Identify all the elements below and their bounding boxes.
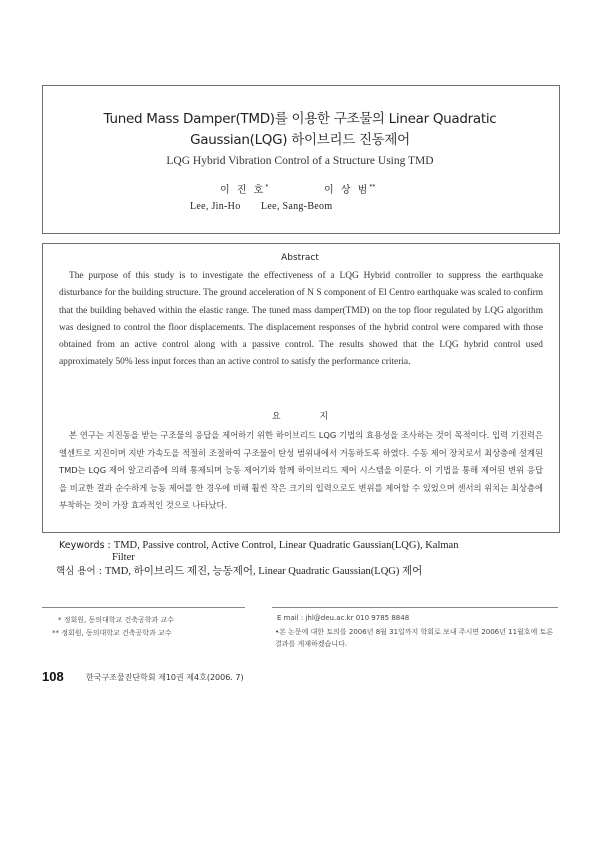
page-number: 108	[42, 669, 64, 684]
korean-summary-heading: 요 지	[271, 412, 347, 422]
author-1-name-ko: 이 진 호*	[220, 183, 269, 196]
abstract-body: The purpose of this study is to investigate the effectiveness of a LQG Hybrid controller to suppress the earthquake disturbance for the building structure. The ground acceleration of N S component of El Centro earthquake was scaled to confirm that the building behaved within the elastic range. The tuned mass damper(TMD) on the top floor regulated by LQG algorithm was designed to control the floor displacements. The displacement responses of the hybrid control were compared with those obtained from an active control along with a passive control. The results showed that the LQG hybrid control used approximately 50% less input forces than an active control to satisfy the performance criteria.	[59, 271, 543, 368]
footnote-author-2: ** 정회원, 동의대학교 건축공학과 교수	[52, 629, 172, 637]
footnote-divider-left	[42, 607, 245, 608]
author-2-name-ko: 이 상 범**	[324, 183, 376, 196]
keywords-ko-text: TMD, 하이브리드 제진, 능동제어, Linear Quadratic Gaussian(LQG) 제어	[104, 566, 423, 577]
footnote-discussion: •본 논문에 대한 토의를 2006년 8월 31일까지 학회로 보내 주시면 2006년 11월호에 토론결과를 게재하겠습니다.	[275, 628, 554, 648]
footnote-divider-right	[272, 607, 558, 608]
keywords-en-continued: Filter	[112, 552, 135, 563]
author-2-mark: **	[369, 183, 376, 191]
keywords-en	[59, 540, 458, 551]
paper-title-line-2: Gaussian(LQG) 하이브리드 진동제어	[190, 132, 410, 148]
author-2-name-en: Lee, Sang-Beom	[261, 201, 333, 212]
abstract-heading: Abstract	[281, 253, 319, 263]
korean-summary-body: 본 연구는 지진동을 받는 구조물의 응답을 제어하기 위한 하이브리드 LQG 기법의 효용성을 조사하는 것이 목적이다. 입력 기진력은 엘센트로 지진이며 지반 가속도을 적절히 조절하여 구조물이 탄성 범위내에서 거동하도록 하였다. 수동 제어 장치로서 최상층에 설계된 TMD는 LQG 제어 알고리즘에 의해 통제되며 능동 제어기와 함께 하이브리드 제어 시스템을 이룬다. 이 기법을 통해 제어된 변위 응답을 비교한 결과 순수하게 능동 제어를 한 경우에 비해 훨씬 작은 크기의 입력으로도 변위를 제어할 수 있었으며 센서의 위치는 최상층에 부착하는 것이 가장 효과적인 것으로 나타났다.	[59, 430, 543, 510]
keywords-en-text: TMD, Passive control, Active Control, Linear Quadratic Gaussian(LQG), Kalman	[113, 540, 459, 551]
keywords-ko	[56, 563, 422, 578]
footnote-contact: E mail : jhl@deu.ac.kr 010 9785 8848	[277, 614, 410, 622]
paper-title-line-1: Tuned Mass Damper(TMD)를 이용한 구조물의 Linear Quadratic	[103, 111, 497, 127]
author-1-mark: *	[265, 183, 269, 191]
paper-title-english: LQG Hybrid Vibration Control of a Structure Using TMD	[166, 155, 434, 167]
author-1-name-en: Lee, Jin-Ho	[190, 201, 241, 212]
journal-citation: 한국구조물진단학회 제10권 제4호(2006. 7)	[86, 673, 244, 682]
footnote-author-1: * 정회원, 동의대학교 건축공학과 교수	[58, 616, 175, 624]
keywords-ko-label: 핵심 용어 :	[56, 566, 102, 577]
keywords-en-label: Keywords :	[59, 540, 111, 551]
